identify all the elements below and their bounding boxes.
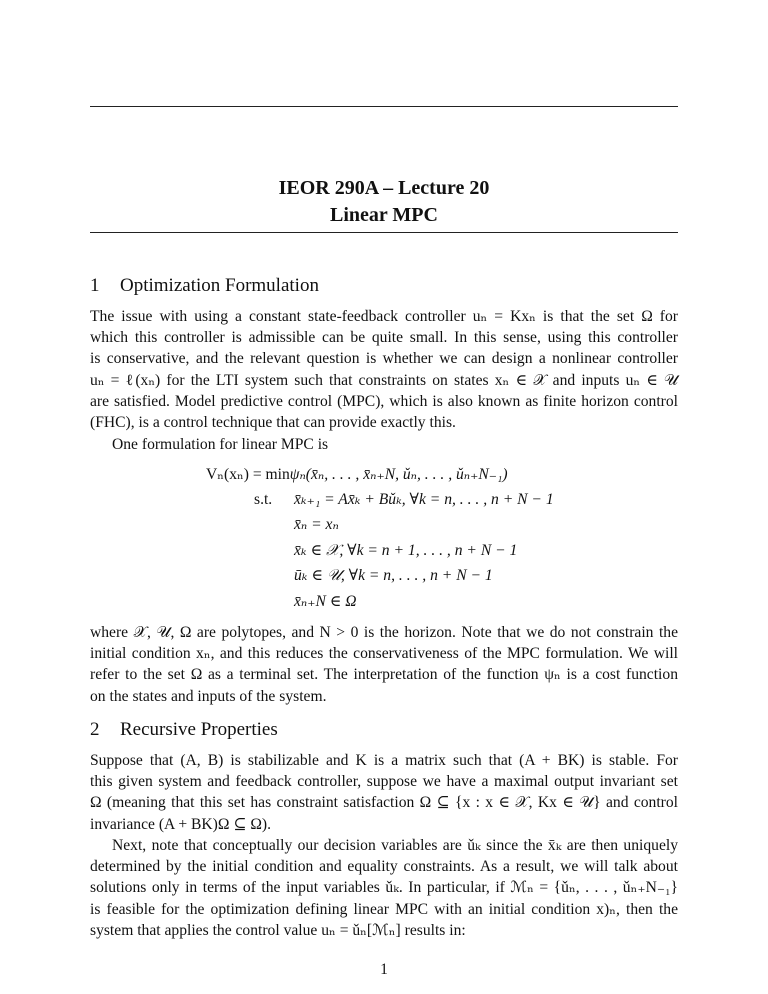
paragraph bbox=[90, 306, 678, 433]
text-line: uₙ = ℓ(xₙ) for the LTI system such that constraints on states xₙ ∈ 𝒳 and inputs uₙ ∈ 𝒰 bbox=[90, 371, 678, 389]
document-title bbox=[90, 175, 678, 229]
mpc-constraints bbox=[294, 487, 554, 614]
text-line: Next, note that conceptually our decision variables are ǔₖ since the x̄ₖ are then uniquely bbox=[112, 837, 678, 854]
paragraph bbox=[90, 434, 678, 455]
title-line-1: IEOR 290A – Lecture 20 bbox=[278, 177, 490, 199]
bottom-rule bbox=[90, 232, 678, 233]
section-2-heading bbox=[90, 718, 278, 742]
text-line: The issue with using a constant state-feedback controller uₙ = Kxₙ is that the set Ω for bbox=[90, 308, 678, 325]
eq-objective: ψₙ(x̄ₙ, . . . , x̄ₙ₊N, ǔₙ, . . . , ǔₙ₊N₋₁) bbox=[289, 466, 508, 483]
st-label: s.t. bbox=[254, 491, 273, 508]
section-title: Recursive Properties bbox=[120, 719, 278, 740]
text-line: Ω (meaning that this set has constraint satisfaction Ω ⊆ {x : x ∈ 𝒳, Kx ∈ 𝒰} and control bbox=[90, 794, 678, 812]
text-line: One formulation for linear MPC is bbox=[112, 436, 329, 453]
text-line: are satisfied. Model predictive control (MPC), which is also known as finite horizon control bbox=[90, 392, 678, 410]
constraint: x̄ₙ = xₙ bbox=[294, 516, 339, 534]
paragraph bbox=[90, 750, 678, 835]
title-line-2: Linear MPC bbox=[330, 204, 438, 226]
top-rule bbox=[90, 106, 678, 107]
page-number: 1 bbox=[380, 961, 388, 978]
text-line: system that applies the control value uₙ = ǔₙ[ℳₙ] results in: bbox=[90, 921, 466, 939]
paragraph bbox=[90, 835, 678, 941]
constraint: x̄ₖ ∈ 𝒳, ∀k = n + 1, . . . , n + N − 1 bbox=[294, 541, 518, 559]
text-line: Suppose that (A, B) is stabilizable and K is a matrix such that (A + BK) is stable. For bbox=[90, 752, 678, 769]
text-line: refer to the set Ω as a terminal set. The interpretation of the function ψₙ is a cost function bbox=[90, 666, 678, 684]
eq-st bbox=[254, 487, 272, 512]
section-number: 1 bbox=[90, 275, 100, 296]
text-line: determined by the initial condition and equality constraints. As a result, we will talk about bbox=[90, 858, 678, 876]
constraint: ūₖ ∈ 𝒰, ∀k = n, . . . , n + N − 1 bbox=[294, 567, 493, 585]
text-line: which this controller is admissible can be quite small. In this sense, using this controller bbox=[90, 329, 678, 347]
section-1-heading bbox=[90, 274, 319, 298]
section-number: 2 bbox=[90, 719, 100, 740]
text-line: invariance (A + BK)Ω ⊆ Ω). bbox=[90, 815, 272, 833]
eq-lhs: Vₙ(xₙ) = min bbox=[206, 466, 290, 483]
paragraph bbox=[90, 622, 678, 707]
text-line: solutions only in terms of the input variables ǔₖ. In particular, if ℳₙ = {ǔₙ, . . . , ǔₙ₊N₋₁} bbox=[90, 879, 678, 897]
text-line: this given system and feedback controller, suppose we have a maximal output invariant set bbox=[90, 773, 678, 791]
constraint: x̄ₙ₊N ∈ Ω bbox=[294, 592, 357, 610]
section-title: Optimization Formulation bbox=[120, 275, 319, 296]
text-line: (FHC), is a control technique that can provide exactly this. bbox=[90, 413, 456, 431]
text-line: initial condition xₙ, and this reduces the conservativeness of the MPC formulation. We will bbox=[90, 645, 678, 663]
text-line: is conservative, and the relevant question is whether we can design a nonlinear controller bbox=[90, 350, 678, 368]
constraint: x̄ₖ₊₁ = Ax̄ₖ + Bǔₖ, ∀k = n, . . . , n + N − 1 bbox=[294, 491, 554, 508]
text-line: where 𝒳, 𝒰, Ω are polytopes, and N > 0 is the horizon. Note that we do not constrain the bbox=[90, 624, 678, 641]
text-line: is feasible for the optimization defining linear MPC with an initial condition x)ₙ, then the bbox=[90, 900, 678, 918]
mpc-objective bbox=[206, 462, 508, 487]
text-line: on the states and inputs of the system. bbox=[90, 687, 327, 705]
